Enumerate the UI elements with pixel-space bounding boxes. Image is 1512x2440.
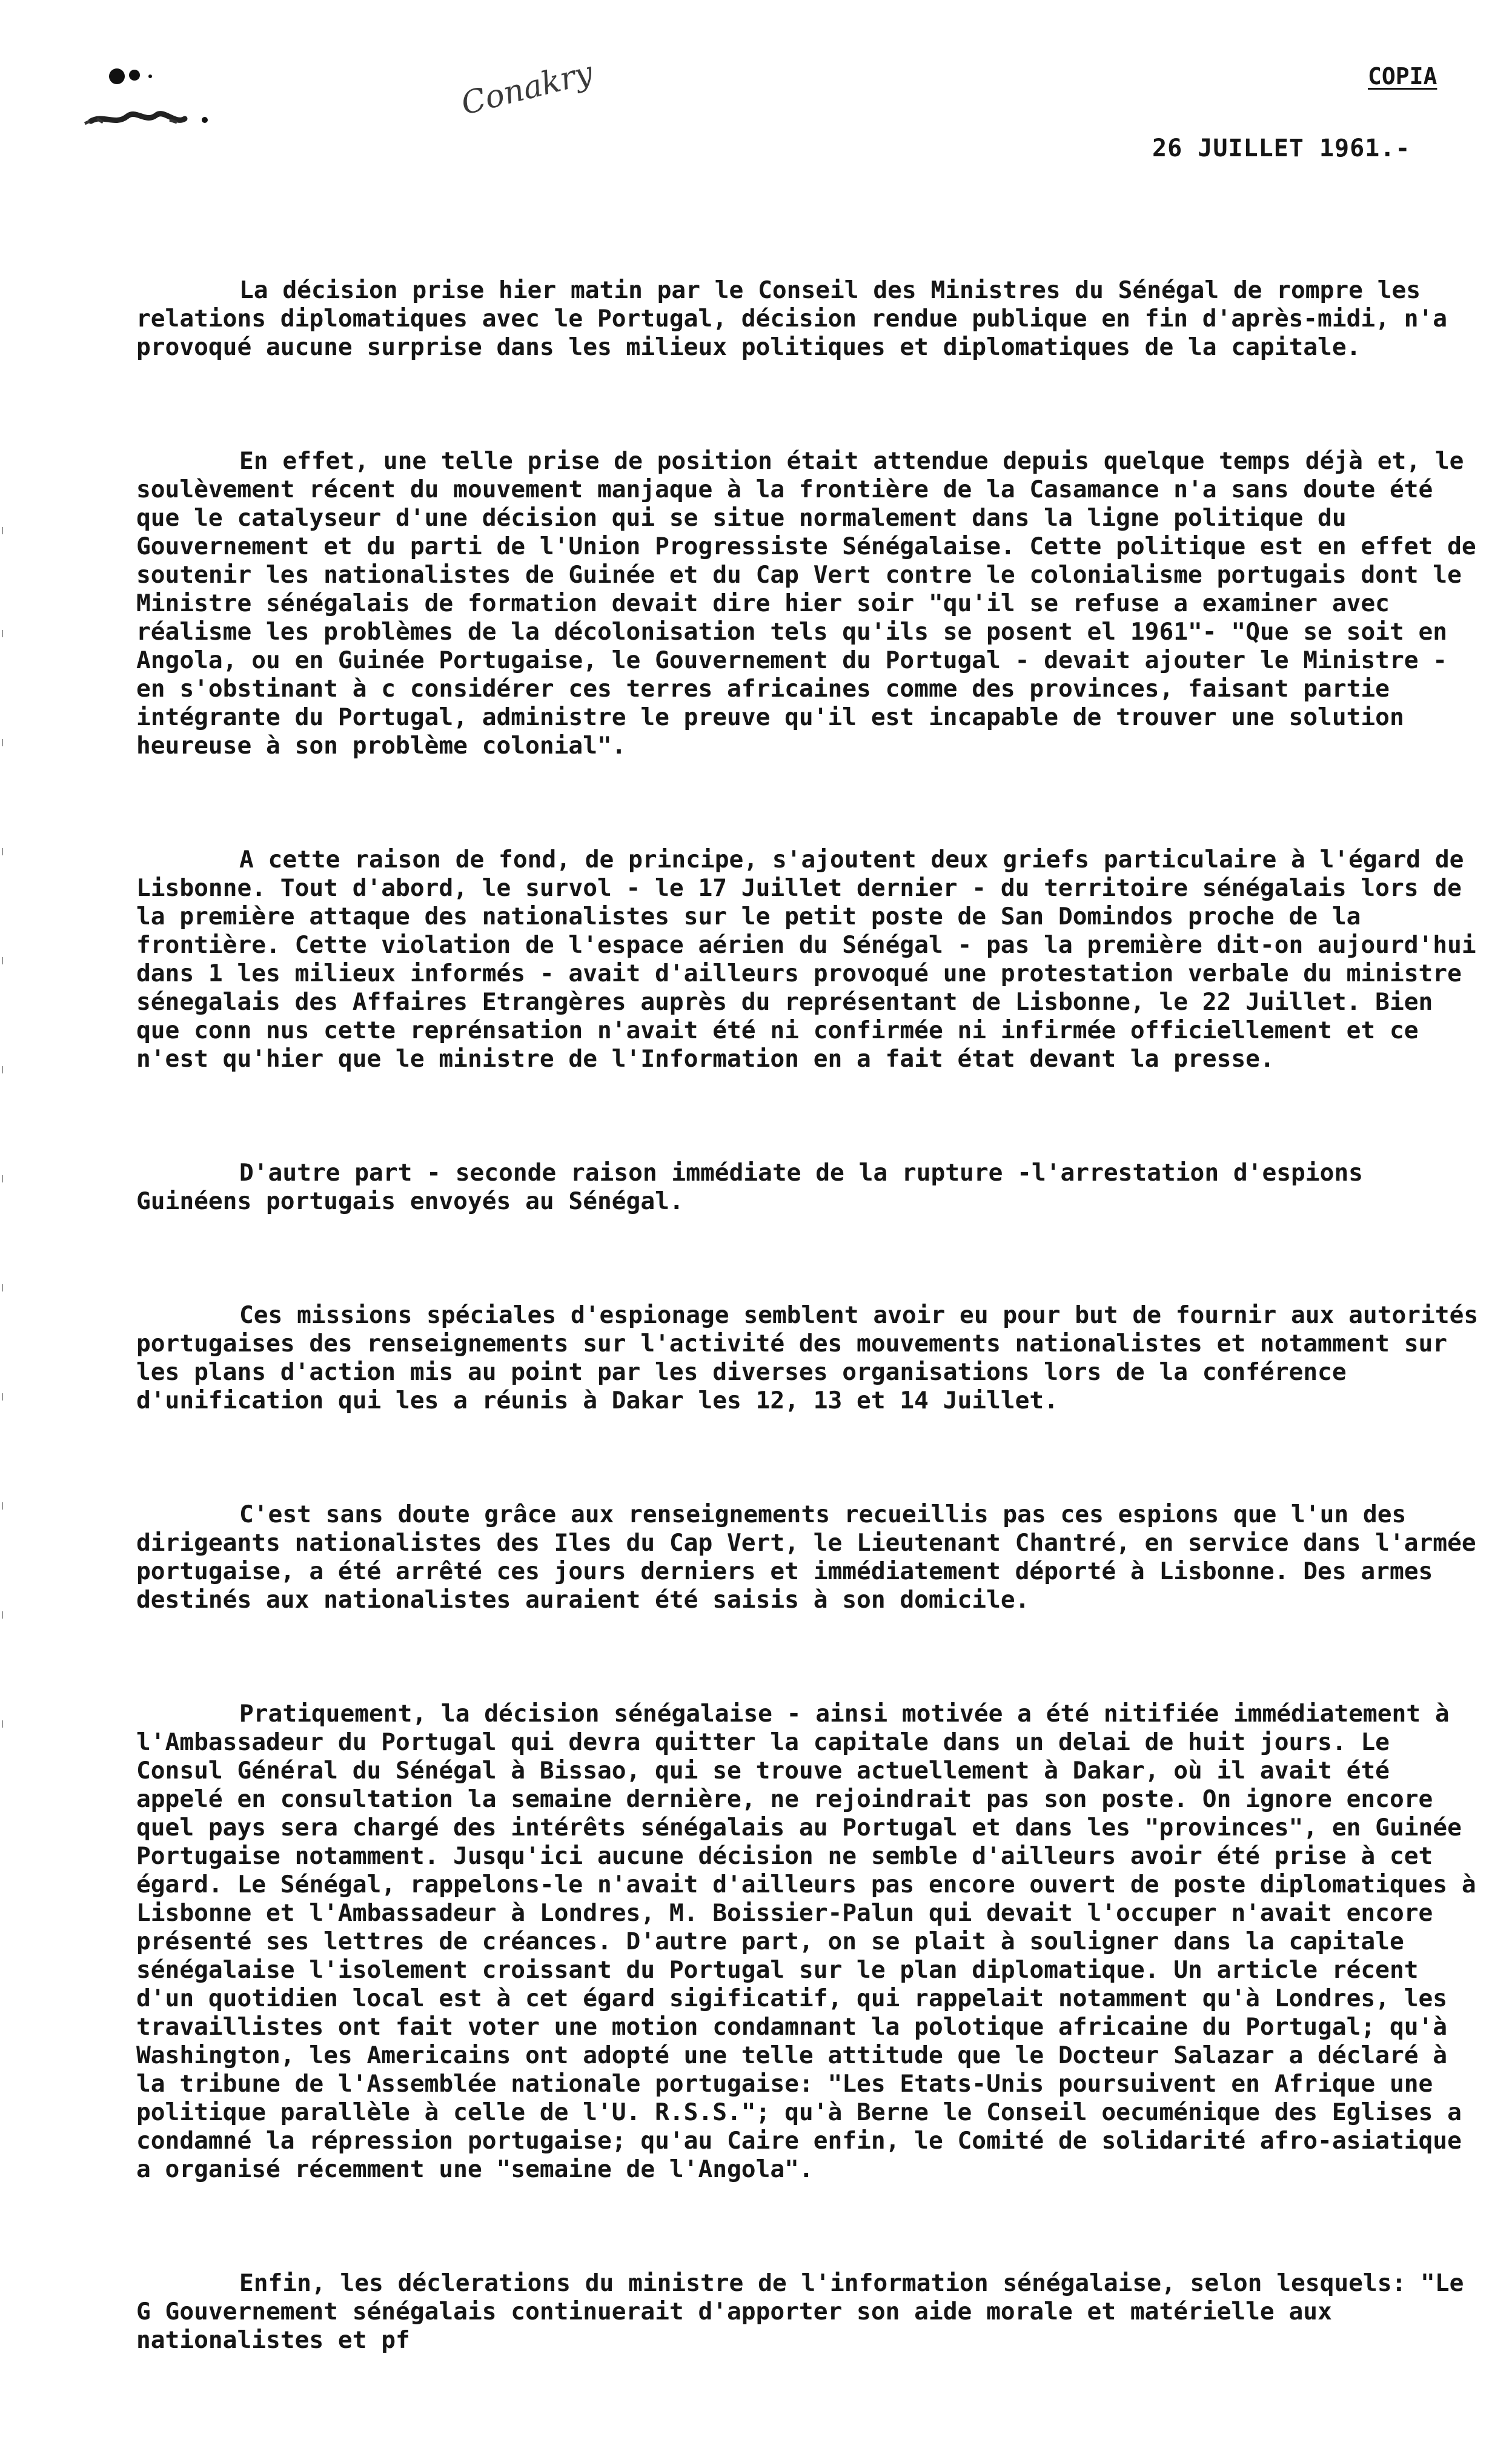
paragraph-chantre-arrest: C'est sans doute grâce aux renseignements recueillis pas ces espions que l'un des dirigeants nationalistes des Iles du Cap Vert, le Lieutenant Chantré, en service dans l'armée portugaise, a été arrêté ces jours derniers et immédiatement déporté à Lisbonne. Des armes destinés aux nationalistes auraient été saisis à son domicile.: [136, 1500, 1491, 1614]
paragraph-final-declarations: Enfin, les déclerations du ministre de l'information sénégalaise, selon lesquels: "Le G Gouvernement sénégalais continuerait d'apporter son aide morale et matérielle aux nationalistes et pf: [136, 2269, 1479, 2354]
margin-punch-marks: [1, 521, 5, 1854]
handwritten-note: Conakry: [457, 55, 597, 122]
document-body: [136, 219, 1493, 2440]
paragraph-rupture-decision: La décision prise hier matin par le Conseil des Ministres du Sénégal de rompre les relations diplomatiques avec le Portugal, décision rendue publique en fin d'après-midi, n'a provoqué aucune surprise dans les milieux politiques et diplomatiques de la capitale.: [136, 276, 1462, 361]
stamp-mark: [79, 61, 236, 139]
copy-label: COPIA: [1368, 63, 1437, 90]
paragraph-espionage-arrest: D'autre part - seconde raison immédiate de la rupture -l'arrestation d'espions Guinéens portugais envoyés au Sénégal.: [136, 1159, 1378, 1215]
paragraph-grievances: A cette raison de fond, de principe, s'ajoutent deux griefs particulaire à l'égard de Lisbonne. Tout d'abord, le survol - le 17 Juillet dernier - du territoire sénégalais lors de la première attaque des nationalistes sur le petit poste de San Domindos proche de la frontière. Cette violation de l'espace aérien du Sénégal - pas la première dit-on aujourd'hui dans 1 les milieux informés - avait d'ailleurs provoqué une protestation verbale du ministre sénegalais des Affaires Etrangères auprès du représentant de Lisbonne, le 22 Juillet. Bien que conn nus cette reprénsation n'avait été ni confirmée ni infirmée officiellement et ce n'est qu'hier que le ministre de l'Information en a fait état devant la presse.: [136, 846, 1491, 1073]
paragraph-espionage-missions: Ces missions spéciales d'espionage semblent avoir eu pour but de fournir aux autorités portugaises des renseignements sur l'activité des mouvements nationalistes et notamment sur les plans d'action mis au point par les diverses organisations lors de la conférence d'unification qui les a réunis à Dakar les 12, 13 et 14 Juillet.: [136, 1301, 1493, 1414]
paragraph-political-context: En effet, une telle prise de position était attendue depuis quelque temps déjà et, le soulèvement récent du mouvement manjaque à la frontière de la Casamance n'a sans doute été que le catalyseur d'une décision qui se situe normalement dans la ligne politique du Gouvernement et du parti de l'Union Progressiste Sénégalaise. Cette politique est en effet de soutenir les nationalistes de Guinée et du Cap Vert contre le colonialisme portugais dont le Ministre sénégalais de formation devait dire hier soir "qu'il se refuse a examiner avec réalisme les problèmes de la décolonisation tels qu'ils se posent el 1961"- "Que se soit en Angola, ou en Guinée Portugaise, le Gouvernement du Portugal - devait ajouter le Ministre - en s'obstinant à c considérer ces terres africaines comme des provinces, faisant partie intégrante du Portugal, administre le preuve qu'il est incapable de trouver une solution heureuse à son problème colonial".: [136, 447, 1491, 760]
document-date: 26 JUILLET 1961.-: [1152, 134, 1411, 162]
paragraph-practical-consequences: Pratiquement, la décision sénégalaise - ainsi motivée a été nitifiée immédiatement à l'Ambassadeur du Portugal qui devra quitter la capitale dans un delai de huit jours. Le Consul Général du Sénégal à Bissao, qui se trouve actuellement à Dakar, où il avait été appelé en consultation la semaine dernière, ne rejoindrait pas son poste. On ignore encore quel pays sera chargé des intérêts sénégalais au Portugal et dans les "provinces", en Guinée Portugaise notamment. Jusqu'ici aucune décision ne semble d'ailleurs avoir été prise à cet égard. Le Sénégal, rappelons-le n'avait d'ailleurs pas encore ouvert de poste diplomatiques à Lisbonne et l'Ambassadeur à Londres, M. Boissier-Palun qui devait l'occuper n'avait encore présenté ses lettres de créances. D'autre part, on se plait à souligner dans la capitale sénégalaise l'isolement croissant du Portugal sur le plan diplomatique. Un article récent d'un quotidien local est à cet égard sigificatif, qui rappelait notamment qu'à Londres, les travaillistes ont fait voter une motion condamnant la polotique africaine du Portugal; qu'à Washington, les Americains ont adopté une telle attitude que le Docteur Salazar a déclaré à la tribune de l'Assemblée nationale portugaise: "Les Etats-Unis poursuivent en Afrique une politique parallèle à celle de l'U. R.S.S."; qu'à Berne le Conseil oecuménique des Eglises a condamné la répression portugaise; qu'au Caire enfin, le Comité de solidarité afro-asiatique a organisé récemment une "semaine de l'Angola".: [136, 1700, 1491, 2183]
